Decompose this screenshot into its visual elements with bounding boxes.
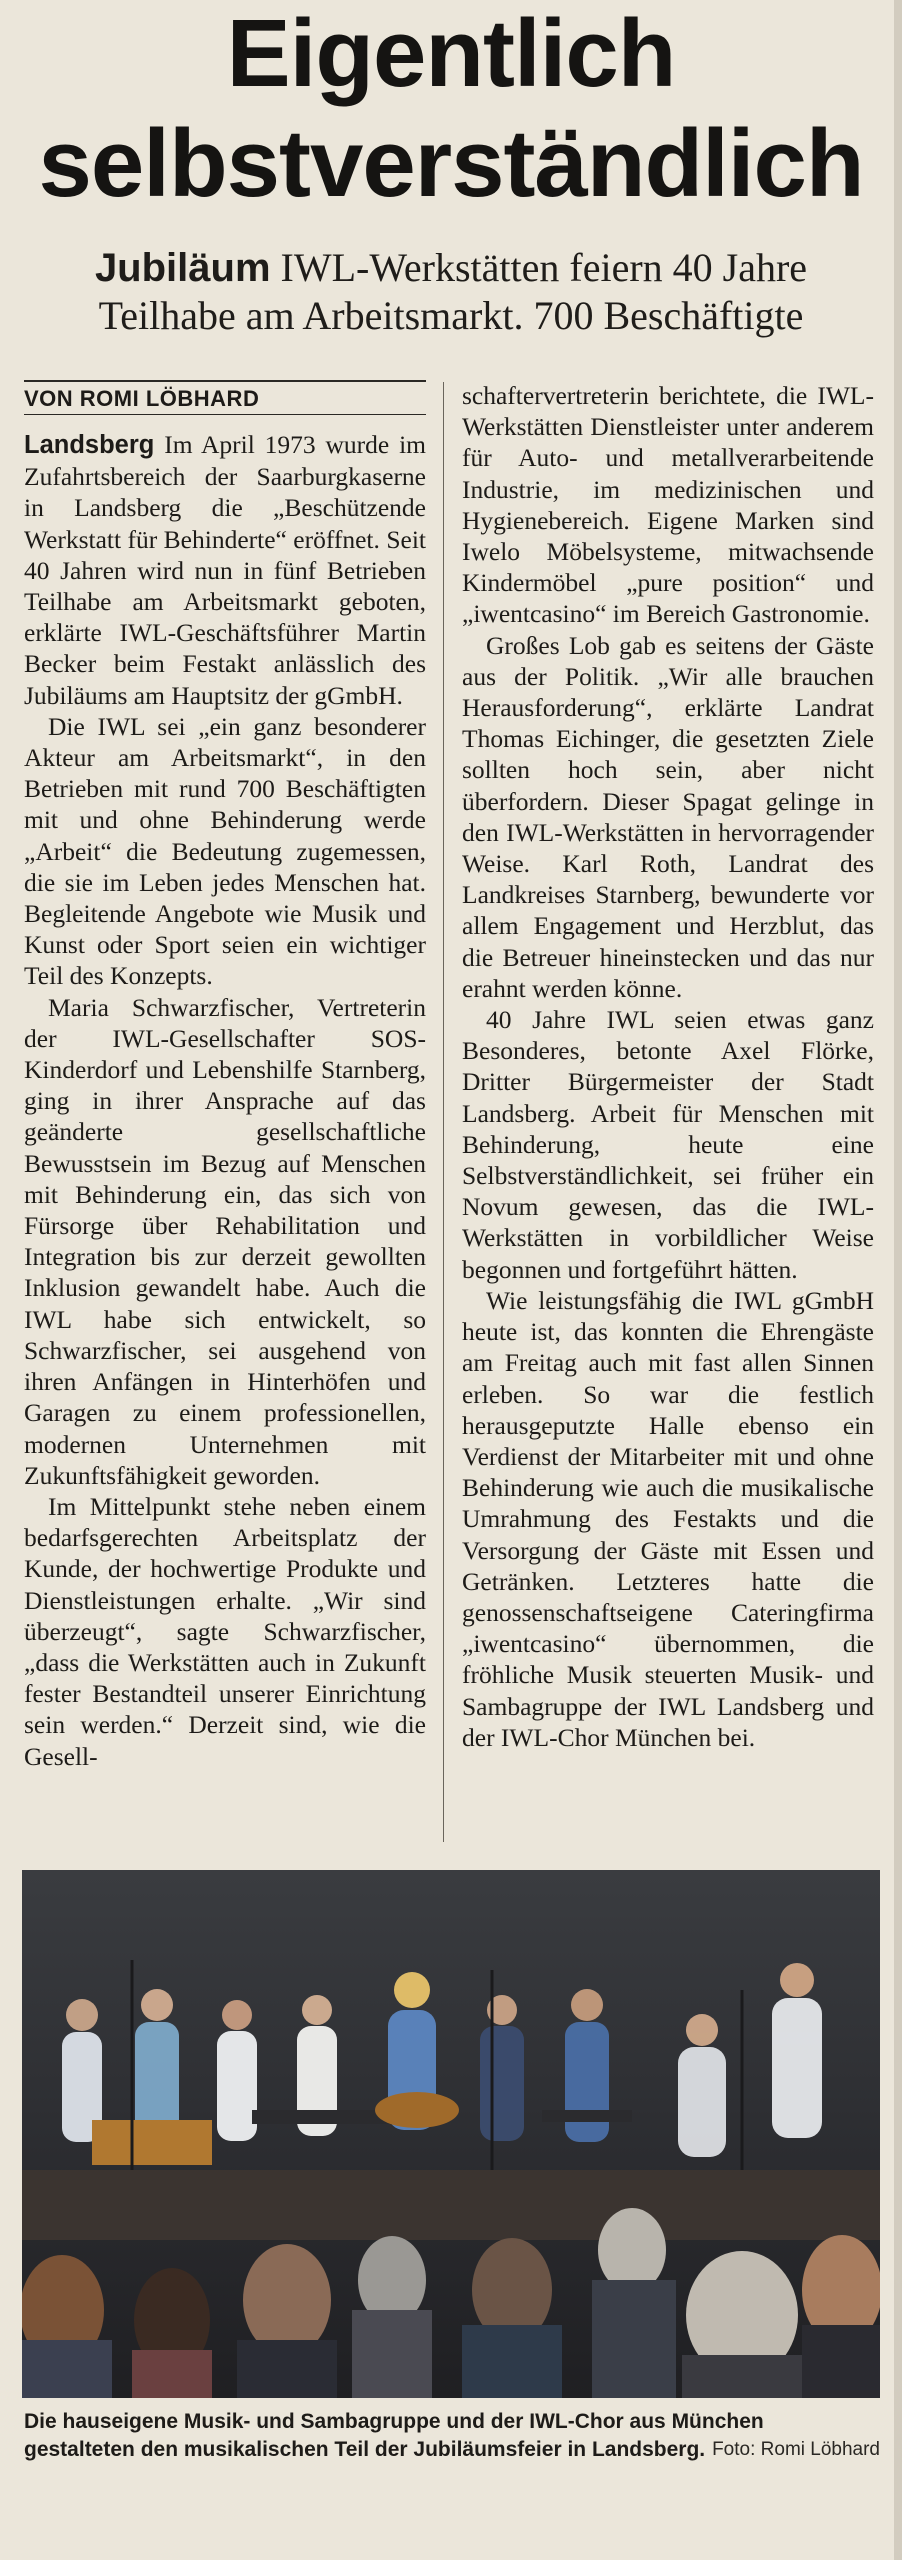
subheadline-line-1-text: IWL-Werkstätten feiern 40 Jahre (270, 245, 808, 290)
page-edge (894, 0, 902, 2560)
subheadline-kicker: Jubiläum (94, 246, 271, 290)
subheadline-line-1 (20, 244, 882, 292)
article-paragraph: Im Mittelpunkt stehe neben einem bedarfsgerechten Arbeitsplatz der Kunde, der hochwertige Produkte und Dienstleistungen erhalte. „Wir sind überzeugt“, sagte Schwarzfischer, „dass die Werkstätten auch in Zukunft fester Bestandteil unserer Einrichtung sein werden.“ Derzeit sind, wie die Gesell- (24, 1491, 426, 1771)
article-paragraph: Wie leistungsfähig die IWL gGmbH heute ist, das konnten die Ehrengäste am Freitag auch mit fast allen Sinnen erleben. So war die festlich herausgeputzte Halle ebenso ein Verdienst der Mitarbeiter mit und ohne Behinderung wie auch die musikalische Umrahmung des Festakts und die Versorgung der Gäste mit Essen und Getränken. Letzteres hatte die genossenschaftseigene Cateringfirma „iwentcasino“ übernommen, die fröhliche Musik steuerten Musik- und Sambagruppe der IWL Landsberg und der IWL-Chor München bei. (462, 1285, 874, 1752)
article-paragraph: schaftervertreterin berichtete, die IWL-Werkstätten Dienstleister unter anderem für Auto- und metallverarbeitende Industrie, im medizinischen und Hygienebereich. Eigene Marken sind Iwelo Möbelsysteme, mitwachsende Kindermöbel „pure position“ und „iwentcasino“ im Bereich Gastronomie. (462, 381, 874, 629)
photo-credit: Foto: Romi Löbhard (712, 2439, 880, 2460)
article-paragraph: 40 Jahre IWL seien etwas ganz Besonderes, betonte Axel Flörke, Dritter Bürgermeister der Stadt Landsberg. Arbeit für Menschen mit Behinderung, heute eine Selbstverständlichkeit, sei früher ein Novum gewesen, das die IWL-Werkstätten in vorbildlicher Weise begonnen und fortgeführt hätten. (462, 1005, 874, 1284)
article-paragraph (24, 429, 426, 711)
article-photo (22, 1870, 880, 2398)
article-paragraph: Die IWL sei „ein ganz besonderer Akteur am Arbeitsmarkt“, in den Betrieben mit rund 700 Beschäftigten mit und ohne Behinderung werde „Arbeit“ die Bedeutung zugemessen, die sie im Leben jedes Menschen hat. Begleitende Angebote wie Musik und Kunst oder Sport seien ein wichtiger Teil des Konzepts. (24, 711, 426, 991)
headline-line-2: selbstverständlich (38, 110, 864, 217)
paragraph-text: Im April 1973 wurde im Zufahrtsbereich der Saarburgkaserne in Landsberg die „Beschützende Werkstatt für Behinderte“ eröffnet. Seit 40 Jahren wird nun in fünf Betrieben Teilhabe am Arbeitsmarkt geboten, erklärte IWL-Geschäftsführer Martin Becker beim Festakt anlässlich des Jubiläums am Hauptsitz der gGmbH. (24, 430, 426, 710)
article-paragraph: Großes Lob gab es seitens der Gäste aus der Politik. „Wir alle brauchen Herausforderung“, erklärte Landrat Thomas Eichinger, die gesetzten Ziele sollten hoch sein, aber nicht überfordern. Dieser Spagat gelinge in den IWL-Werkstätten in hervorragender Weise. Karl Roth, Landrat des Landkreises Starnberg, bewunderte vor allem Engagement und Herzblut, das die Betreuer hineinstecken und das nur erahnt werden könne. (462, 630, 874, 1003)
article-column-left (24, 380, 426, 1772)
photo-caption: Die hauseigene Musik- und Sambagruppe und der IWL-Chor aus München gestalteten den musikalischen Teil der Jubiläumsfeier in Landsberg. (24, 2410, 764, 2461)
photo-illustration (22, 1870, 880, 2398)
article-column-right (462, 380, 874, 1753)
headline-line-1: Eigentlich (226, 0, 676, 107)
subheadline-line-2: Teilhabe am Arbeitsmarkt. 700 Beschäftigte (98, 293, 804, 338)
dateline: Landsberg (24, 431, 155, 459)
article-paragraph: Maria Schwarzfischer, Vertreterin der IWL-Gesellschafter SOS-Kinderdorf und Lebenshilfe Starnberg, ging in ihrer Ansprache auf das geänderte gesellschaftliche Bewusstsein im Bezug auf Menschen mit Behinderung ein, das sich von Fürsorge über Rehabilitation und Integration bis zur derzeit gewollten Inklusion gewandelt habe. Auch die IWL habe sich entwickelt, so Schwarzfischer, sei ausgehend von ihren Anfängen in Hinterhöfen und Garagen zu einem professionellen, modernen Unternehmen mit Zukunftsfähigkeit geworden. (24, 992, 426, 1490)
byline: VON ROMI LÖBHARD (24, 380, 426, 415)
column-divider (443, 382, 444, 1842)
